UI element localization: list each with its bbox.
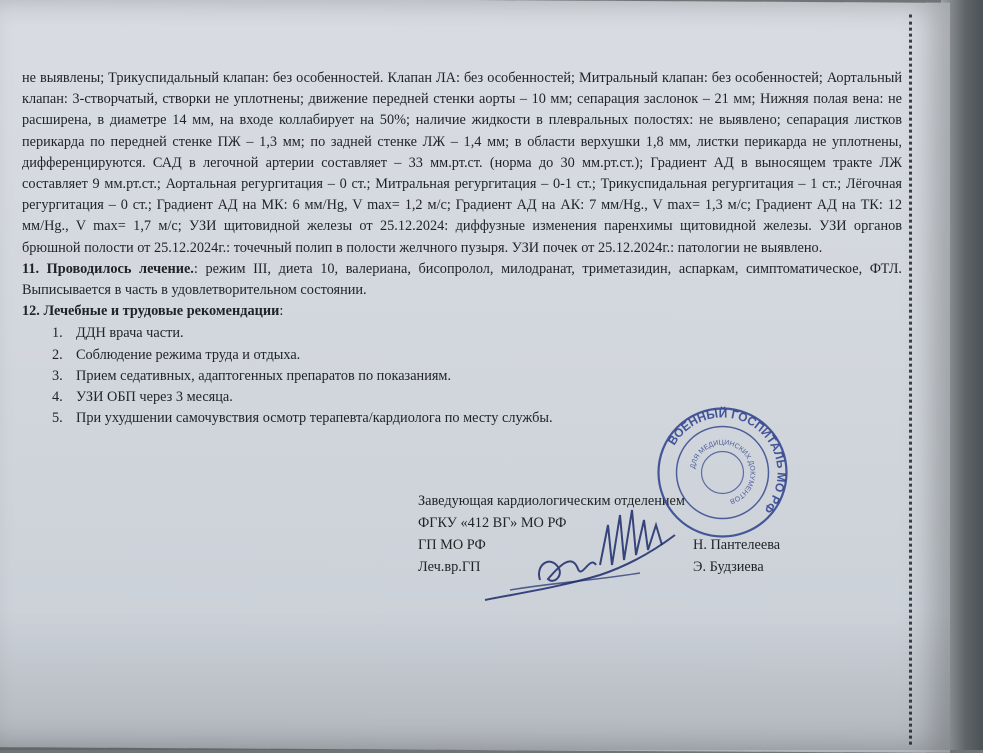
document-body — [22, 68, 902, 429]
doctor-name: Э. Будзиева — [693, 559, 764, 575]
institution-name: ФГКУ «412 ВГ» МО РФ — [418, 515, 567, 531]
section-12-suffix: : — [279, 303, 284, 320]
list-item — [22, 366, 902, 387]
section-11-text: : режим III, диета 10, валериана, бисопролол, милодранат, триметазидин, аспаркам, симптоматическое, ФТЛ. Выписывается в часть в удовлетворительном состоянии. — [22, 260, 902, 299]
section-11-heading: 11. Проводилось лечение. — [22, 260, 194, 277]
list-item-number: 2. — [52, 346, 63, 363]
list-item-text: Прием седативных, адаптогенных препаратов по показаниям. — [76, 367, 452, 384]
page-shadow — [0, 610, 950, 750]
section-11 — [22, 259, 902, 301]
list-item-number: 1. — [52, 325, 63, 342]
stamp-inner-text: ДЛЯ МЕДИЦИНСКИХ ДОКУМЕНТОВ — [689, 439, 756, 505]
list-item-text: УЗИ ОБП через 3 месяца. — [76, 389, 233, 406]
attending-doctor-title: Леч.вр.ГП — [418, 559, 481, 575]
stamp-outer-text: ВОЕННЫЙ ГОСПИТАЛЬ МО РФ — [664, 406, 789, 517]
hospital-name: ГП МО РФ — [418, 537, 486, 553]
list-item-number: 3. — [52, 367, 63, 384]
list-item-text: При ухудшении самочувствия осмотр терапевта/кардиолога по месту службы. — [76, 410, 553, 427]
list-item-text: ДДН врача части. — [76, 325, 184, 342]
head-name: Н. Пантелеева — [693, 537, 781, 553]
list-item-number: 4. — [52, 389, 63, 406]
list-item-text: Соблюдение режима труда и отдыха. — [76, 346, 301, 363]
head-of-department-title: Заведующая кардиологическим отделением — [418, 493, 685, 509]
paragraph-examination: не выявлены; Трикуспидальный клапан: без особенностей. Клапан ЛА: без особенностей; Митральный клапан: без особенностей; Аортальный клапан: 3-створчатый, створки не уплотнены; движение передней стенки аорты – 10 мм; сепарация заслонок – 21 мм; Нижняя полая вена: не расширена, в диаметре 14 мм, на входе коллабирует на 50%; наличие жидкости в плевральных полостях: не выявлено; сепарация листков перикарда по передней стенке ПЖ – 1,3 мм; по задней стенке ЛЖ – 1,4 мм; в области верхушки 1,8 мм, листки перикарда не уплотнены, дифференцируются. САД в легочной артерии составляет – 33 мм.рт.ст. (норма до 30 мм.рт.ст.); Градиент АД в выносящем тракте ЛЖ составляет 9 мм.рт.ст.; Аортальная регургитация – 0 ст.; Митральная регургитация – 0-1 ст.; Трикуспидальная регургитация – 1 ст.; Лёгочная регургитация – 0 ст.; Градиент АД на МК: 6 мм/Hg, V max= 1,2 м/с; Градиент АД на АК: 7 мм/Hg., V max= 1,3 м/с; Градиент АД на ТК: 12 мм/Hg., V max= 1,7 м/с; УЗИ щитовидной железы от 25.12.2024: диффузные изменения паренхимы щитовидной железы. УЗИ органов брюшной полости от 25.12.2024г.: точечный полип в полости желчного пузыря. УЗИ почек от 25.12.2024г.: патологии не выявлено. — [22, 70, 902, 256]
section-12-heading: 12. Лечебные и трудовые рекомендации — [22, 303, 280, 320]
section-12 — [22, 301, 902, 322]
list-item — [22, 345, 902, 366]
list-item — [22, 323, 902, 344]
handwritten-signature — [480, 495, 690, 610]
list-item-number: 5. — [52, 410, 63, 427]
